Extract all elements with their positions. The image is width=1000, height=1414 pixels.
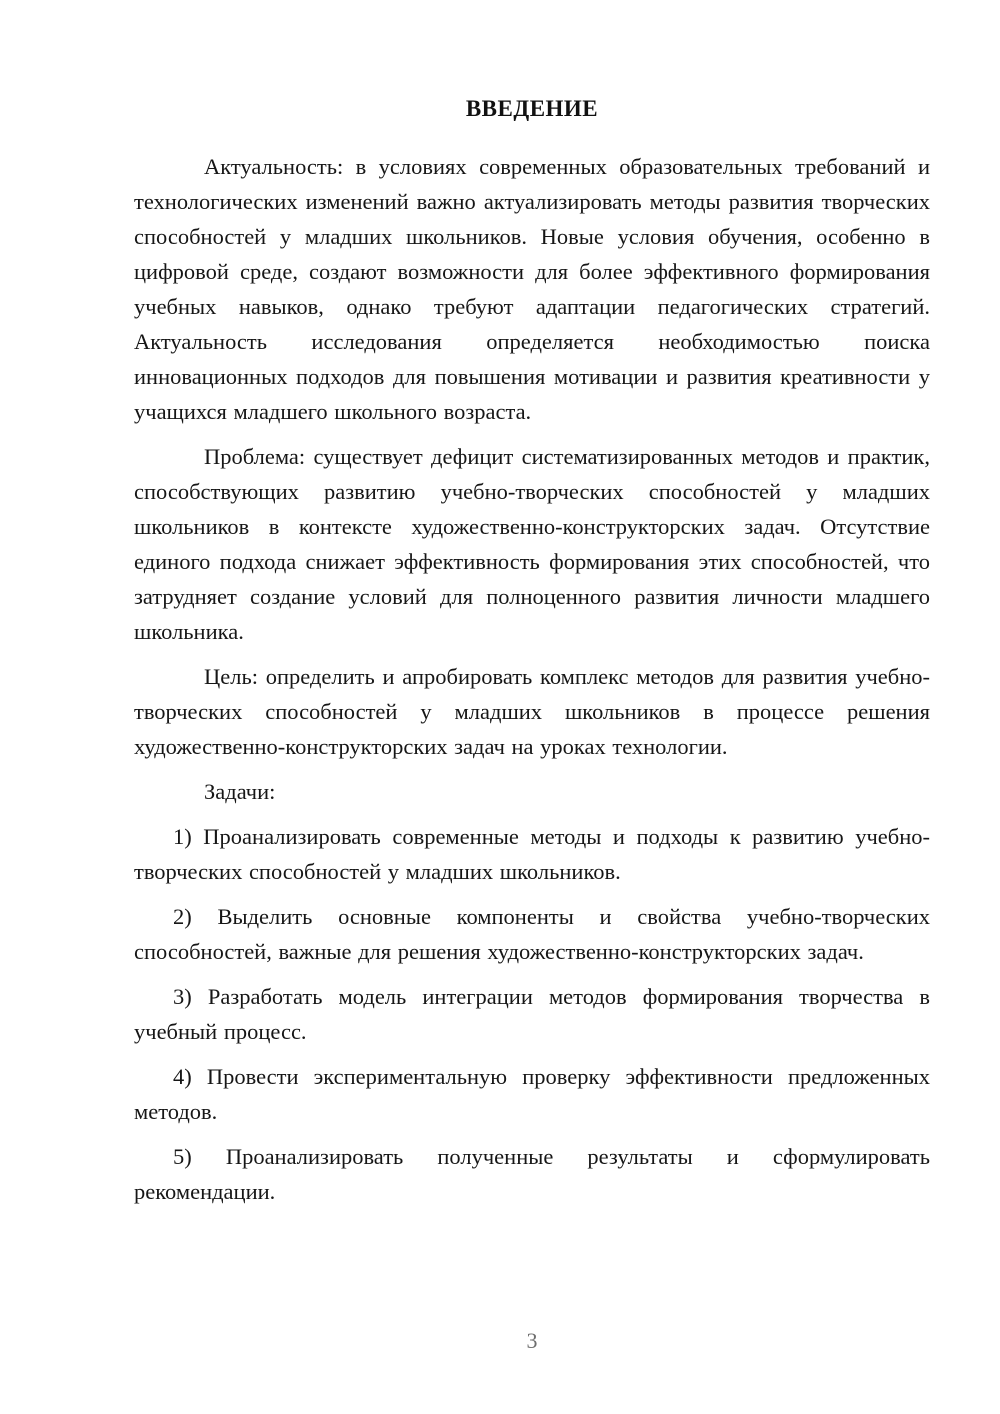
paragraph-relevance: Актуальность: в условиях современных образовательных требований и технологических изменений важно актуализировать методы развития творческих способностей у младших школьников. Новые условия обучения, особенно в цифровой среде, создают возможности для более эффективного формирования учебных навыков, однако требуют адаптации педагогических стратегий. Актуальность исследования определяется необходимостью поиска инновационных подходов для повышения мотивации и развития креативности у учащихся младшего школьного возраста. (134, 154, 930, 424)
tasks-heading: Задачи: (204, 779, 276, 804)
task-item-5: 5) Проанализировать полученные результаты и сформулировать рекомендации. (134, 1144, 930, 1204)
task-item-2: 2) Выделить основные компоненты и свойства учебно-творческих способностей, важные для решения художественно-конструкторских задач. (134, 904, 930, 964)
task-item-3: 3) Разработать модель интеграции методов формирования творчества в учебный процесс. (134, 984, 930, 1044)
page-number: 3 (526, 1328, 538, 1353)
task-item-4: 4) Провести экспериментальную проверку эффективности предложенных методов. (134, 1064, 930, 1124)
text-block (134, 96, 930, 1219)
paragraph-problem: Проблема: существует дефицит систематизированных методов и практик, способствующих развитию учебно-творческих способностей у младших школьников в контексте художественно-конструкторских задач. Отсутствие единого подхода снижает эффективность формирования этих способностей, что затрудняет создание условий для полноценного развития личности младшего школьника. (134, 444, 930, 644)
page-title: ВВЕДЕНИЕ (465, 96, 599, 121)
paragraph-goal: Цель: определить и апробировать комплекс методов для развития учебно-творческих способностей у младших школьников в процессе решения художественно-конструкторских задач на уроках технологии. (134, 664, 930, 759)
task-item-1: 1) Проанализировать современные методы и подходы к развитию учебно-творческих способностей у младших школьников. (134, 824, 930, 884)
